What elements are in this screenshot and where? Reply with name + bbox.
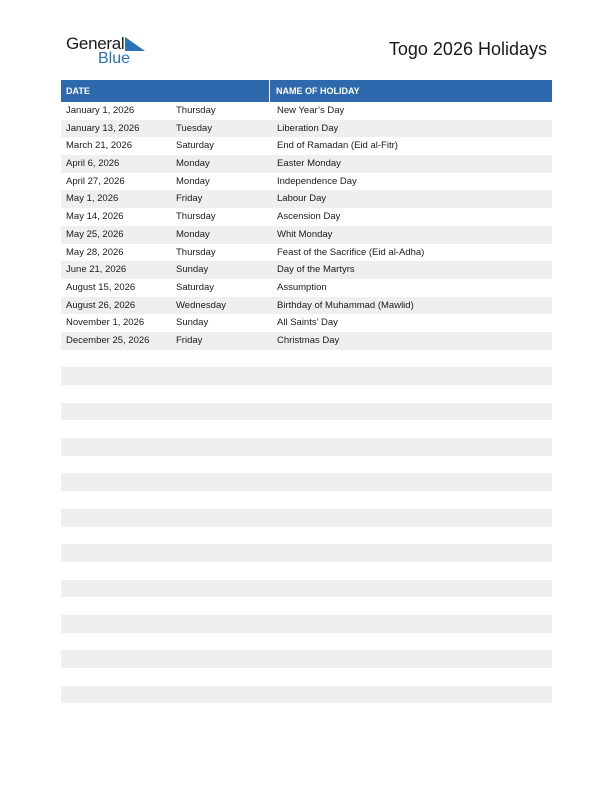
table-row	[61, 668, 552, 686]
table-row	[61, 703, 552, 721]
table-row	[61, 120, 552, 138]
cell-date: November 1, 2026	[66, 317, 145, 329]
page-title: Togo 2026 Holidays	[388, 39, 547, 59]
cell-date: May 25, 2026	[66, 228, 124, 240]
table-row	[61, 314, 552, 332]
cell-date: August 15, 2026	[66, 281, 136, 293]
table-row	[61, 562, 552, 580]
cell-weekday: Monday	[176, 158, 210, 170]
cell-weekday: Thursday	[176, 246, 216, 258]
holiday-table	[61, 80, 552, 721]
table-row	[61, 332, 552, 350]
table-row	[61, 190, 552, 208]
cell-date: December 25, 2026	[66, 334, 150, 346]
table-row	[61, 155, 552, 173]
table-row	[61, 491, 552, 509]
cell-weekday: Thursday	[176, 105, 216, 116]
cell-weekday: Monday	[176, 175, 210, 187]
table-row	[61, 650, 552, 668]
cell-date: January 1, 2026	[66, 105, 135, 116]
cell-holiday-name: Birthday of Muhammad (Mawlid)	[277, 299, 414, 311]
cell-holiday-name: All Saints’ Day	[277, 317, 338, 329]
table-row	[61, 473, 552, 491]
cell-holiday-name: Easter Monday	[277, 158, 341, 170]
cell-date: January 13, 2026	[66, 122, 140, 134]
cell-holiday-name: Feast of the Sacrifice (Eid al-Adha)	[277, 246, 425, 258]
cell-weekday: Saturday	[176, 281, 215, 293]
table-row	[61, 244, 552, 262]
table-row	[61, 456, 552, 474]
cell-date: June 21, 2026	[66, 264, 127, 276]
cell-holiday-name: Christmas Day	[277, 334, 340, 346]
table-row	[61, 527, 552, 545]
table-row	[61, 279, 552, 297]
table-row	[61, 367, 552, 385]
table-row	[61, 350, 552, 368]
table-row	[61, 173, 552, 191]
cell-weekday: Sunday	[176, 264, 209, 276]
header-date: DATE	[61, 80, 270, 102]
table-row	[61, 597, 552, 615]
table-body	[61, 102, 552, 721]
cell-holiday-name: Day of the Martyrs	[277, 264, 355, 276]
table-row	[61, 580, 552, 598]
cell-holiday-name: Labour Day	[277, 193, 327, 205]
cell-weekday: Tuesday	[176, 122, 213, 134]
table-row	[61, 208, 552, 226]
header-holiday-name: NAME OF HOLIDAY	[276, 86, 360, 96]
cell-weekday: Monday	[176, 228, 210, 240]
table-row	[61, 385, 552, 403]
cell-holiday-name: Independence Day	[277, 175, 357, 187]
table-row	[61, 297, 552, 315]
logo-text-general: General	[66, 34, 125, 53]
cell-date: May 28, 2026	[66, 246, 124, 258]
logo-text-blue: Blue	[98, 50, 131, 67]
cell-date: April 6, 2026	[66, 158, 120, 170]
table-row	[61, 544, 552, 562]
cell-weekday: Friday	[176, 193, 203, 205]
cell-date: April 27, 2026	[66, 175, 125, 187]
cell-weekday: Thursday	[176, 211, 216, 223]
table-row	[61, 137, 552, 155]
table-row	[61, 102, 552, 120]
cell-date: August 26, 2026	[66, 299, 136, 311]
table-row	[61, 438, 552, 456]
table-row	[61, 261, 552, 279]
cell-weekday: Wednesday	[176, 299, 226, 311]
table-row	[61, 509, 552, 527]
cell-date: March 21, 2026	[66, 140, 133, 152]
cell-holiday-name: Ascension Day	[277, 211, 341, 223]
cell-date: May 1, 2026	[66, 193, 119, 205]
cell-holiday-name: End of Ramadan (Eid al-Fitr)	[277, 140, 398, 152]
table-row	[61, 633, 552, 651]
table-row	[61, 403, 552, 421]
cell-holiday-name: Whit Monday	[277, 228, 333, 240]
generalblue-logo	[66, 34, 156, 70]
table-row	[61, 686, 552, 704]
table-row	[61, 226, 552, 244]
cell-holiday-name: Liberation Day	[277, 122, 339, 134]
cell-weekday: Saturday	[176, 140, 215, 152]
table-row	[61, 420, 552, 438]
table-row	[61, 615, 552, 633]
cell-date: May 14, 2026	[66, 211, 124, 223]
cell-holiday-name: New Year’s Day	[277, 105, 345, 116]
cell-weekday: Sunday	[176, 317, 209, 329]
cell-weekday: Friday	[176, 334, 203, 346]
table-header	[61, 80, 552, 102]
cell-holiday-name: Assumption	[277, 281, 327, 293]
